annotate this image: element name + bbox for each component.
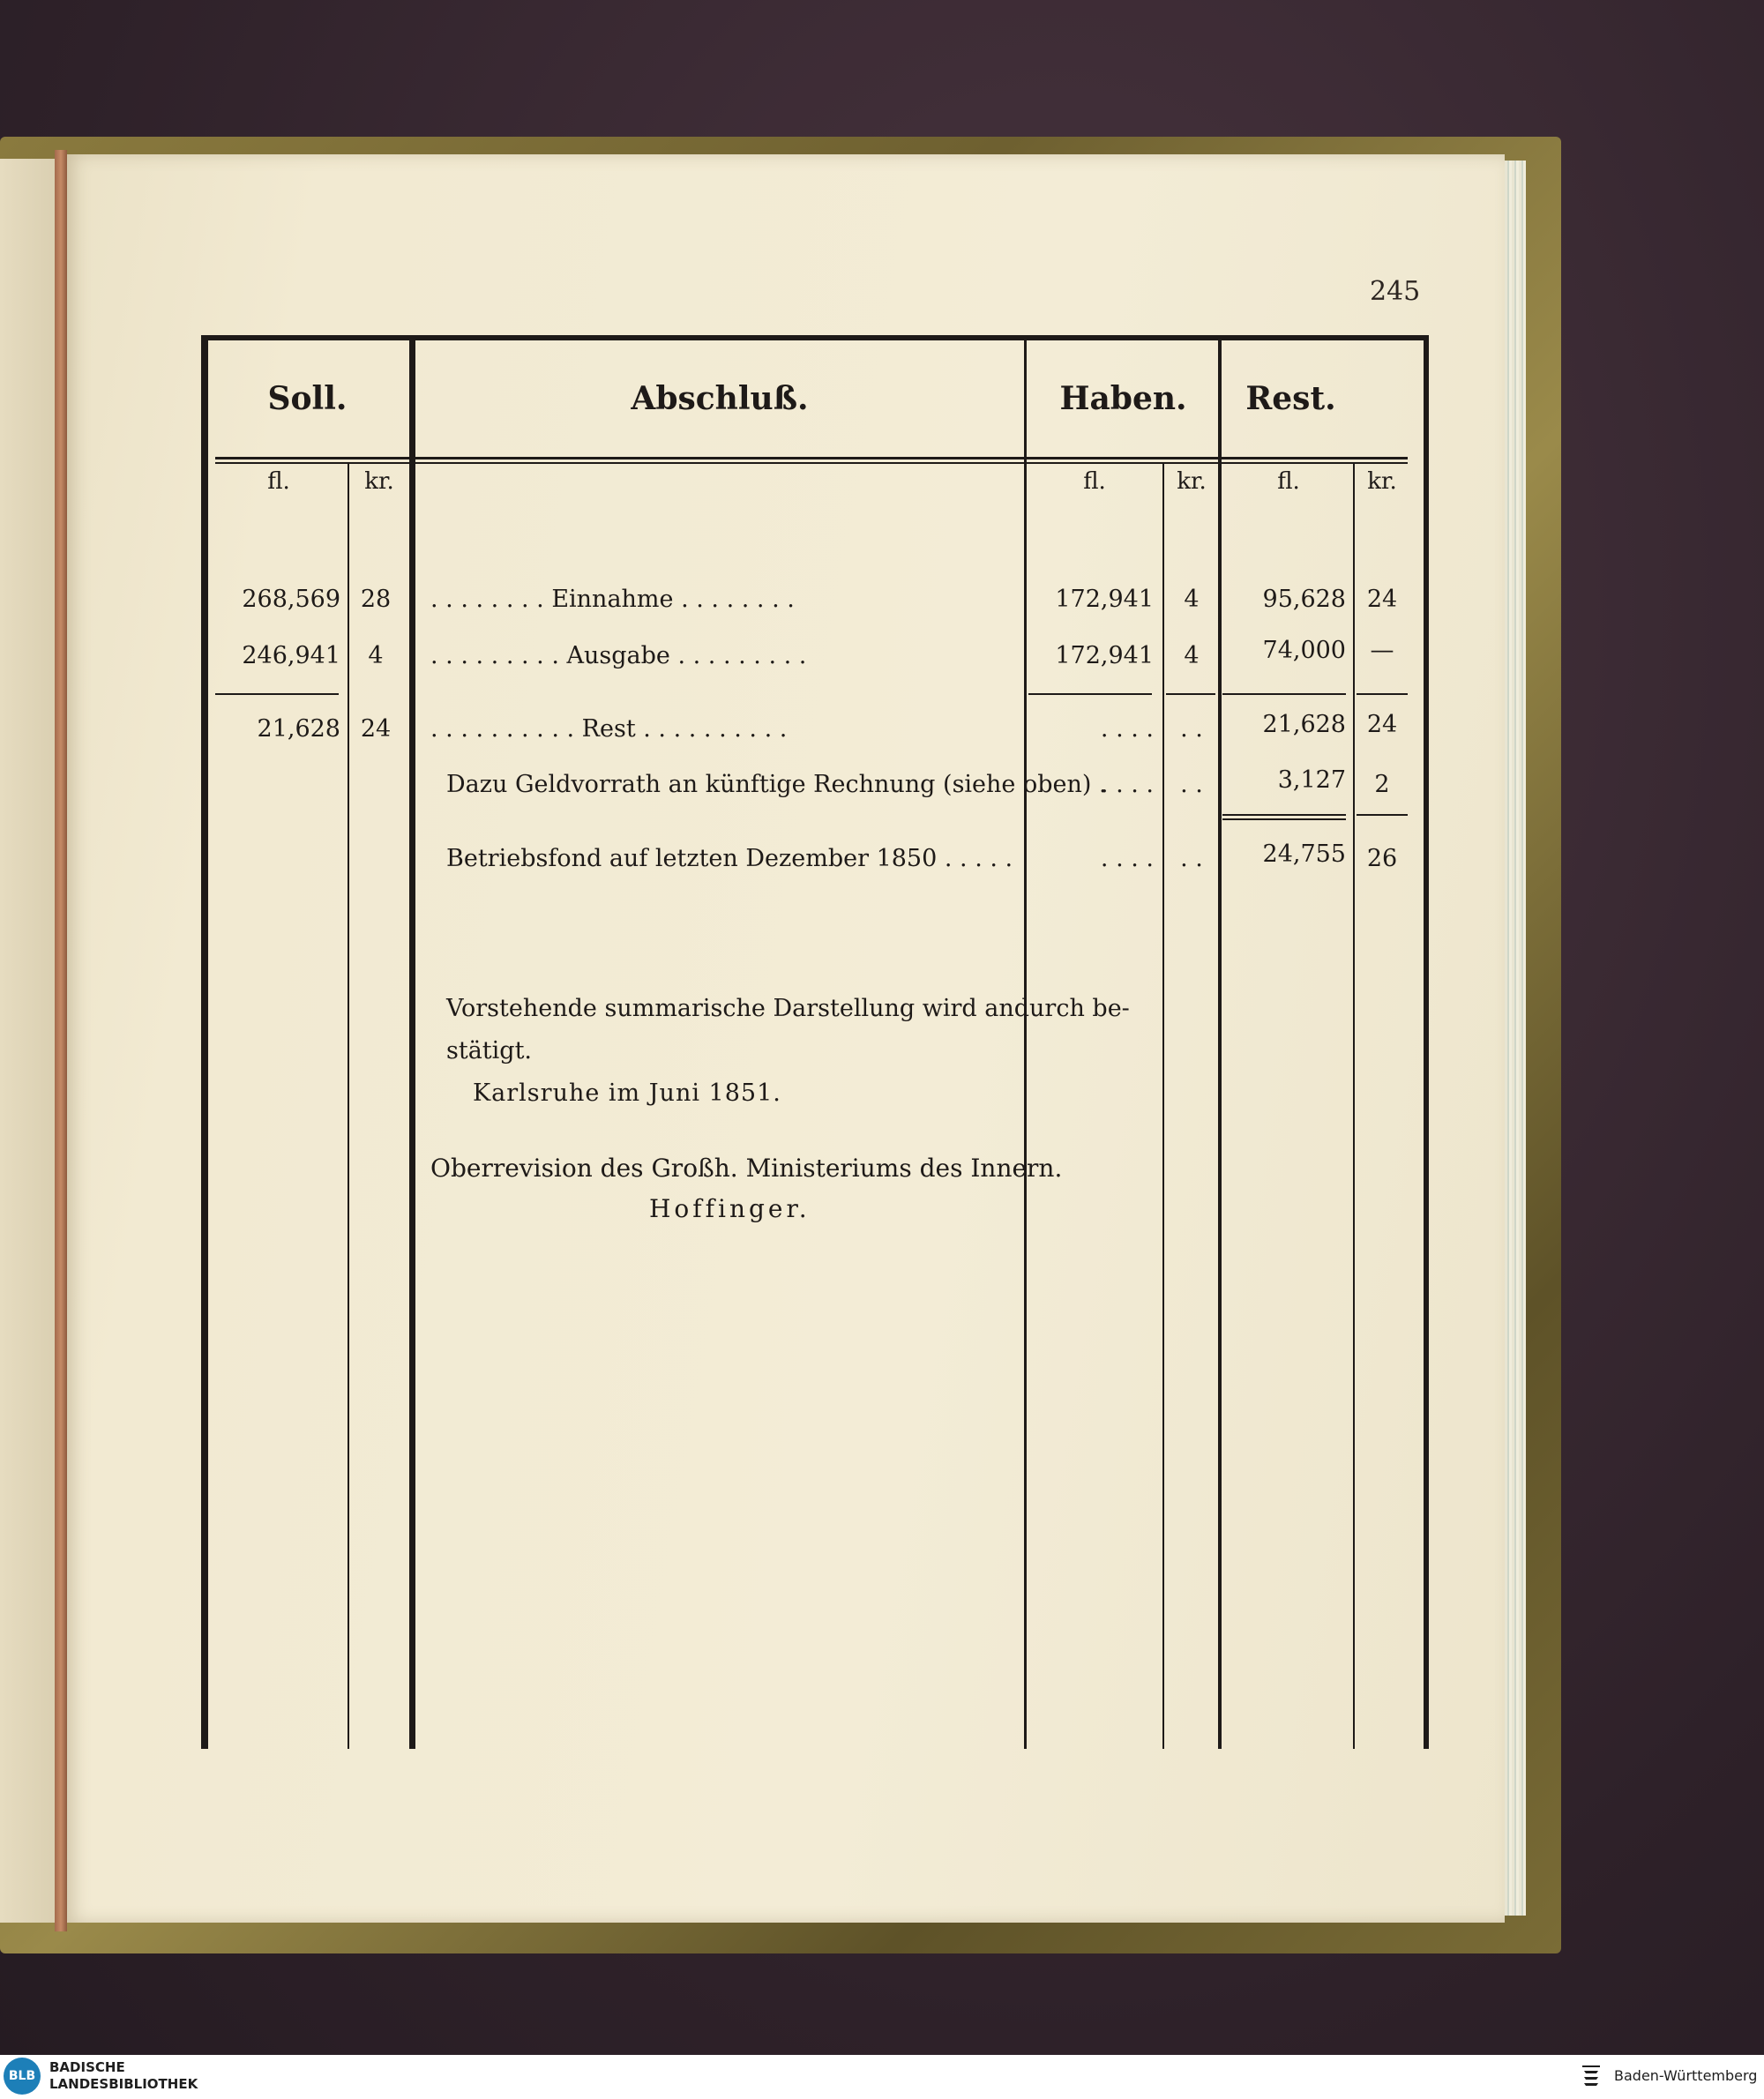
col-divider-soll	[409, 340, 415, 1749]
attestation-office: Oberrevision des Großh. Ministeriums des Innern.	[430, 1154, 1063, 1183]
library-name-line2: LANDESBIBLIOTHEK	[49, 2076, 198, 2092]
row3-soll-kr: 24	[360, 715, 392, 743]
subheader-rest-fl: fl.	[1277, 468, 1300, 495]
row1-rest-fl: 95,628	[1262, 586, 1346, 613]
row2-haben-fl: 172,941	[1055, 642, 1154, 669]
haben-kr-sum-rule	[1166, 693, 1215, 695]
col-divider-soll-kr	[348, 464, 349, 1749]
row2-soll-fl: 246,941	[242, 642, 340, 669]
col-divider-text	[1024, 340, 1027, 1749]
row4-rest-kr: 2	[1374, 771, 1390, 798]
row1-haben-fl: 172,941	[1055, 586, 1154, 613]
header-rest: Rest.	[1245, 380, 1336, 417]
row4-rest-fl: 3,127	[1277, 766, 1346, 794]
rest-total-rule	[1222, 814, 1346, 816]
row2-soll-kr: 4	[368, 642, 384, 669]
row5-label: Betriebsfond auf letzten Dezember 1850 . . . . .	[446, 845, 1013, 872]
row4-haben-kr: . .	[1180, 771, 1203, 798]
row5-haben-fl: . . . .	[1100, 845, 1154, 872]
row1-soll-kr: 28	[360, 586, 392, 613]
row2-haben-kr: 4	[1184, 642, 1200, 669]
ledger-table	[201, 335, 1429, 1749]
header-abschluss: Abschluß.	[631, 380, 809, 417]
header-rule-thin	[215, 462, 1408, 464]
rest-kr-sum-rule	[1357, 693, 1408, 695]
row4-haben-fl: . . . .	[1100, 771, 1154, 798]
library-name	[49, 2059, 198, 2093]
subheader-haben-fl: fl.	[1083, 468, 1106, 495]
row3-haben-kr: . .	[1180, 715, 1203, 743]
region-label: Baden-Württemberg	[1614, 2067, 1758, 2084]
col-divider-rest-kr	[1353, 464, 1355, 1749]
attestation-line2: stätigt.	[446, 1037, 533, 1064]
row1-rest-kr: 24	[1366, 586, 1398, 613]
row5-rest-kr: 26	[1366, 845, 1398, 872]
row3-haben-fl: . . . .	[1100, 715, 1154, 743]
header-soll: Soll.	[267, 380, 348, 417]
subheader-soll-fl: fl.	[267, 468, 290, 495]
col-divider-haben	[1218, 340, 1222, 1749]
attestation-signature: Hoffinger.	[649, 1194, 811, 1223]
header-haben: Haben.	[1059, 380, 1187, 417]
row2-rest-fl: 74,000	[1262, 637, 1346, 664]
subheader-rest-kr: kr.	[1367, 468, 1397, 495]
state-emblem-icon	[1579, 2062, 1603, 2090]
attestation-place-date: Karlsruhe im Juni 1851.	[473, 1079, 781, 1107]
row1-label: . . . . . . . . Einnahme . . . . . . . .	[430, 586, 795, 613]
row3-rest-fl: 21,628	[1262, 711, 1346, 738]
row3-rest-kr: 24	[1366, 711, 1398, 738]
library-name-line1: BADISCHE	[49, 2059, 125, 2075]
row2-rest-kr: —	[1370, 637, 1394, 664]
book-spine	[55, 150, 67, 1931]
library-logo: BLB	[4, 2058, 41, 2095]
haben-sum-rule	[1028, 693, 1152, 695]
rest-total-rule-2	[1222, 818, 1346, 820]
rest-kr-total-rule	[1357, 814, 1408, 816]
row5-rest-fl: 24,755	[1262, 840, 1346, 868]
row2-label: . . . . . . . . . Ausgabe . . . . . . . . .	[430, 642, 807, 669]
row3-label: . . . . . . . . . . Rest . . . . . . . . . .	[430, 715, 788, 743]
row3-soll-fl: 21,628	[257, 715, 340, 743]
row4-label: Dazu Geldvorrath an künftige Rechnung (siehe oben) .	[446, 771, 1107, 798]
subheader-soll-kr: kr.	[364, 468, 394, 495]
row1-haben-kr: 4	[1184, 586, 1200, 613]
header-rule	[215, 457, 1408, 459]
row1-soll-fl: 268,569	[242, 586, 340, 613]
rest-sum-rule	[1222, 693, 1346, 695]
soll-sum-rule	[215, 693, 339, 695]
row5-haben-kr: . .	[1180, 845, 1203, 872]
page-number: 245	[1370, 276, 1421, 307]
subheader-haben-kr: kr.	[1177, 468, 1207, 495]
col-divider-haben-kr	[1162, 464, 1164, 1749]
footer-bar	[0, 2055, 1764, 2099]
attestation-line1: Vorstehende summarische Darstellung wird andurch be-	[446, 995, 1130, 1022]
